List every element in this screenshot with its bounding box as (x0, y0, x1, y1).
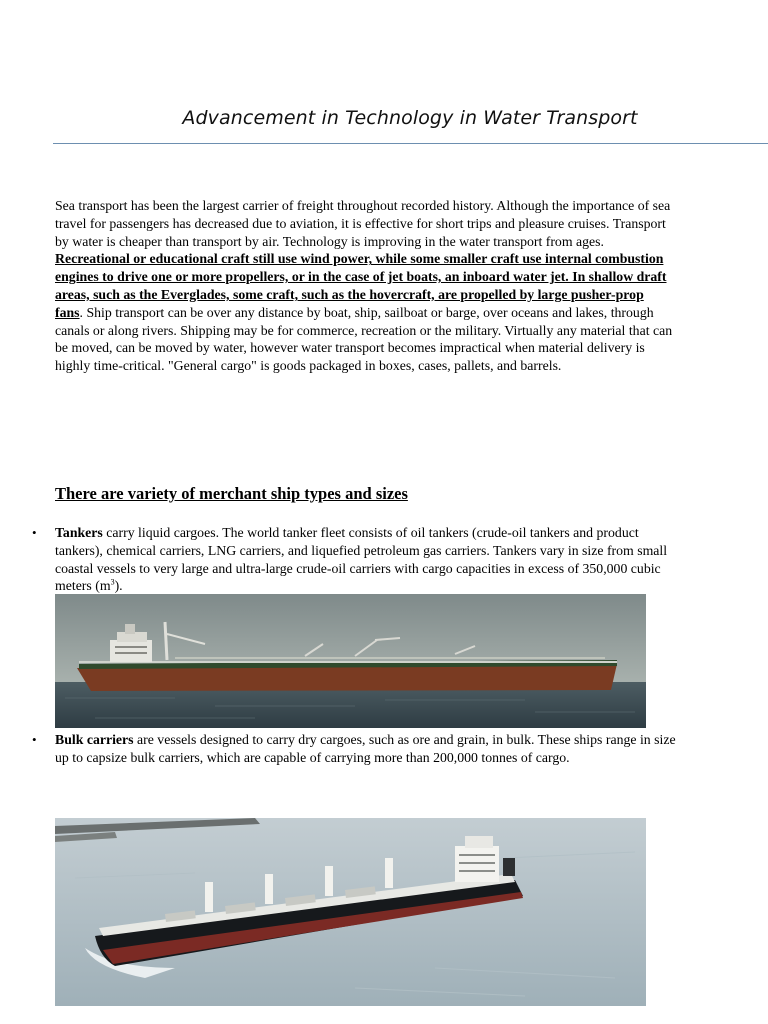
item-superscript: 3 (110, 577, 115, 587)
bullet-dot: • (32, 732, 37, 747)
document-title: Advancement in Technology in Water Transport (182, 107, 638, 129)
item-term: Tankers (55, 525, 103, 540)
title-divider (53, 143, 768, 144)
item-term: Bulk carriers (55, 732, 134, 747)
intro-text-emphasis: Recreational or educational craft still use wind power, while some smaller craft use internal combustion engines to drive one or more propellers, or in the case of jet boats, an inboard water jet. In shallow draft areas, such as the Everglades, some craft, such as the hovercraft, are propelled by large pusher-prop fans (55, 251, 667, 320)
bullet-dot: • (32, 525, 37, 540)
tanker-ship-photo (55, 594, 646, 728)
intro-paragraph (55, 197, 675, 375)
list-item-bulk-carriers (32, 731, 677, 767)
list-item-tankers (32, 524, 677, 595)
item-text-end: ). (114, 578, 123, 594)
intro-text-before: Sea transport has been the largest carrier of freight throughout recorded history. Although the importance of sea travel for passengers has decreased due to aviation, it is effective for short trips and pleasure cruises. Transport by water is cheaper than transport by air. Technology is improving in the water transport from ages. (55, 198, 671, 249)
item-text: carry liquid cargoes. The world tanker fleet consists of oil tankers (crude-oil tankers and product tankers), chemical carriers, LNG carriers, and liquefied petroleum gas carriers. Tankers vary in size from small coastal vessels to very large and ultra-large crude-oil carriers with cargo capacities in excess of 350,000 cubic meters (m (55, 525, 668, 594)
bulk-carrier-photo (55, 818, 646, 1006)
intro-text-after: . Ship transport can be over any distance by boat, ship, sailboat or barge, over oceans and lakes, through canals or along rivers. Shipping may be for commerce, recreation or the military. Virtually any material that can be moved, can be moved by water, however water transport becomes impractical when material delivery is highly time-critical. "General cargo" is goods packaged in boxes, cases, pallets, and barrels. (55, 304, 673, 374)
item-text: are vessels designed to carry dry cargoes, such as ore and grain, in bulk. These ships range in size up to capsize bulk carriers, which are capable of carrying more than 200,000 tonnes of cargo. (55, 732, 676, 765)
section-heading: There are variety of merchant ship types and sizes (55, 484, 408, 503)
